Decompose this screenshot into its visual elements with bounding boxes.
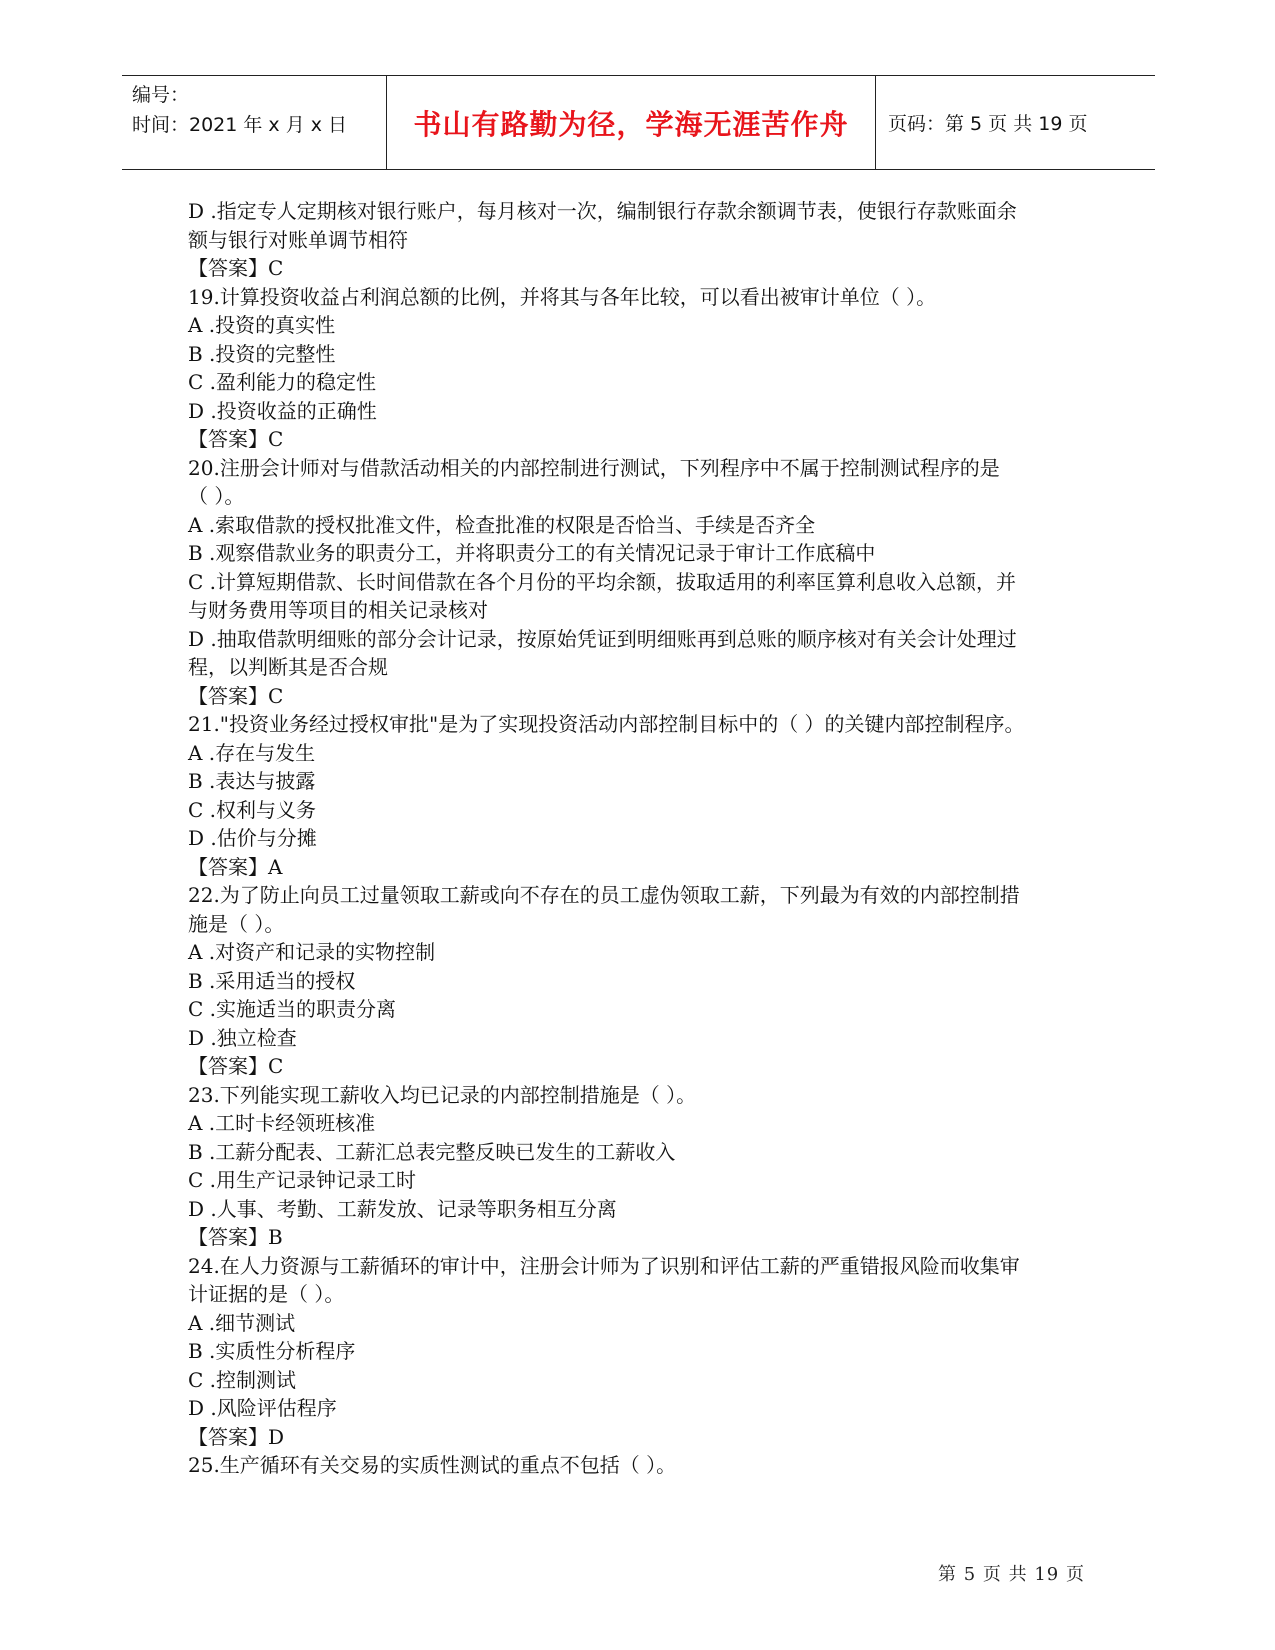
text-line: 【答案】B bbox=[188, 1225, 283, 1249]
text-line: C .控制测试 bbox=[188, 1367, 297, 1392]
text-line: D .估价与分摊 bbox=[188, 826, 317, 850]
text-line: B .表达与披露 bbox=[188, 769, 316, 793]
text-line: C .计算短期借款、长时间借款在各个月份的平均余额，拔取适用的利率匡算利息收入总额，并 bbox=[188, 569, 1017, 594]
text-line: B .工薪分配表、工薪汇总表完整反映已发生的工薪收入 bbox=[188, 1139, 676, 1164]
text-line: 【答案】C bbox=[188, 256, 284, 280]
text-line: 25.生产循环有关交易的实质性测试的重点不包括（ ）。 bbox=[188, 1453, 677, 1477]
text-line: B .观察借款业务的职责分工，并将职责分工的有关情况记录于审计工作底稿中 bbox=[188, 541, 876, 565]
page-footer: 第 5 页 共 19 页 bbox=[938, 1564, 1085, 1585]
header-motto: 书山有路勤为径，学海无涯苦作舟 bbox=[413, 107, 849, 141]
text-line: C .盈利能力的稳定性 bbox=[188, 370, 377, 394]
document-time-label: 时间：2021 年 x 月 x 日 bbox=[132, 114, 348, 136]
text-line: 22.为了防止向员工过量领取工薪或向不存在的员工虚伪领取工薪，下列最为有效的内部控制措 bbox=[188, 883, 1020, 907]
text-line: 额与银行对账单调节相符 bbox=[188, 227, 408, 252]
text-line: D .抽取借款明细账的部分会计记录，按原始凭证到明细账再到总账的顺序核对有关会计处理过 bbox=[188, 626, 1017, 651]
text-line: C .权利与义务 bbox=[188, 797, 317, 822]
header-page-cell bbox=[876, 76, 1155, 169]
header-page-number: 页码：第 5 页 共 19 页 bbox=[888, 113, 1088, 135]
text-line: 21."投资业务经过授权审批"是为了实现投资活动内部控制目标中的（ ）的关键内部控制程序。 bbox=[188, 712, 1025, 736]
header-motto-cell bbox=[386, 76, 876, 169]
text-line: A .工时卡经领班核准 bbox=[188, 1111, 376, 1135]
text-line: D .投资收益的正确性 bbox=[188, 398, 377, 423]
document-number-label: 编号： bbox=[132, 84, 190, 106]
text-line: 程，以判断其是否合规 bbox=[188, 655, 388, 679]
text-line: 【答案】C bbox=[188, 427, 284, 451]
text-line: 【答案】C bbox=[188, 1054, 284, 1078]
text-line: 计证据的是（ ）。 bbox=[188, 1282, 345, 1306]
text-line: 24.在人力资源与工薪循环的审计中，注册会计师为了识别和评估工薪的严重错报风险而收集审 bbox=[188, 1253, 1020, 1278]
text-line: C .用生产记录钟记录工时 bbox=[188, 1168, 417, 1192]
text-line: D .风险评估程序 bbox=[188, 1396, 337, 1420]
text-line: 施是（ ）。 bbox=[188, 911, 285, 936]
text-line: A .索取借款的授权批准文件，检查批准的权限是否恰当、手续是否齐全 bbox=[188, 512, 816, 537]
text-line: A .细节测试 bbox=[188, 1310, 296, 1335]
text-line: 【答案】A bbox=[188, 854, 283, 879]
text-line: 20.注册会计师对与借款活动相关的内部控制进行测试，下列程序中不属于控制测试程序的是 bbox=[188, 455, 1000, 480]
text-line: B .投资的完整性 bbox=[188, 341, 336, 366]
text-line: D .指定专人定期核对银行账户，每月核对一次，编制银行存款余额调节表，使银行存款账面余 bbox=[188, 199, 1017, 223]
page-header bbox=[122, 75, 1155, 170]
text-line: 【答案】D bbox=[188, 1424, 285, 1449]
text-line: D .独立检查 bbox=[188, 1025, 297, 1050]
text-line: 【答案】C bbox=[188, 683, 284, 708]
document-body bbox=[188, 197, 1093, 1480]
text-line: B .采用适当的授权 bbox=[188, 968, 356, 993]
text-line: A .存在与发生 bbox=[188, 740, 316, 765]
text-line: A .对资产和记录的实物控制 bbox=[188, 940, 436, 964]
text-line: B .实质性分析程序 bbox=[188, 1339, 356, 1363]
text-line: D .人事、考勤、工薪发放、记录等职务相互分离 bbox=[188, 1196, 617, 1221]
header-info bbox=[122, 76, 386, 169]
text-line: 19.计算投资收益占利润总额的比例，并将其与各年比较，可以看出被审计单位（ ）。 bbox=[188, 284, 937, 309]
text-line: （ ）。 bbox=[188, 484, 245, 508]
text-line: 与财务费用等项目的相关记录核对 bbox=[188, 598, 488, 622]
text-line: 23.下列能实现工薪收入均已记录的内部控制措施是（ ）。 bbox=[188, 1082, 697, 1107]
text-line: C .实施适当的职责分离 bbox=[188, 997, 397, 1021]
text-line: A .投资的真实性 bbox=[188, 313, 336, 337]
